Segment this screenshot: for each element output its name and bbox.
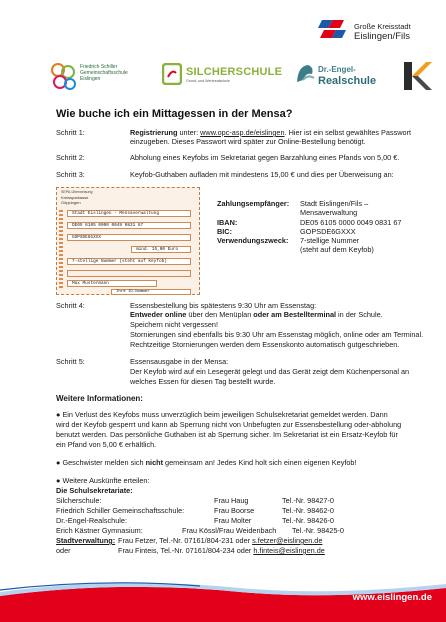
step4-line1: Essensbestellung bis spätestens 9:30 Uhr am Essenstag: [130, 301, 317, 310]
engel-name-1: Dr.-Engel- [318, 65, 356, 74]
contact-school: Dr.-Engel-Realschule: [56, 516, 127, 525]
step4-line3: Speichern nicht vergessen! [130, 320, 219, 329]
fsg-name-1: Friedrich Schiller [80, 64, 118, 70]
info-p1-line4: ein Pfand von 5,00 € erhältlich. [56, 440, 157, 449]
admin-line1 [118, 536, 322, 545]
silcher-mark-icon [162, 63, 182, 85]
fsg-name-3: Eislingen [80, 76, 101, 82]
form-bank [61, 196, 88, 205]
contact-tel: Tel.-Nr. 98426-0 [282, 516, 334, 525]
admin-line2 [118, 546, 325, 555]
purpose-label: Verwendungszweck: [217, 236, 289, 245]
admin-or: oder [56, 546, 71, 555]
bic-value: GOPSDE6GXXX [300, 227, 356, 236]
ekg-k-icon [402, 58, 432, 94]
step4-line2 [130, 310, 383, 319]
step5-line1: Essensausgabe in der Mensa: [130, 357, 229, 366]
info-p1-line2: wird der Keyfob gesperrt und kann ab Sperrung nicht von Unbefugten zur Essensbestellung oder-abholung [56, 420, 402, 429]
fsg-circles-icon [50, 62, 78, 92]
city-name [354, 22, 411, 42]
footer-url[interactable]: www.eislingen.de [352, 592, 432, 603]
contact-school: Silcherschule: [56, 496, 102, 505]
form-head: SEPA-Überweisung [61, 190, 93, 194]
form-amount: mind. 15,00 Euro [131, 246, 191, 253]
bullet-icon: ● [56, 476, 63, 485]
step3-text: Keyfob-Guthaben aufladen mit mindestens 15,00 € und dies per Überweisung an: [130, 170, 394, 179]
info-p3 [56, 476, 150, 485]
fsg-name [80, 64, 158, 82]
form-bank-2: Göppingen [61, 199, 81, 205]
form-bic: GOPSDE6GXXX [67, 234, 191, 241]
city-logo [318, 12, 438, 52]
step2-text: Abholung eines Keyfobs im Sekretariat gegen Barzahlung eines Pfands von 5,00 €. [130, 153, 400, 162]
info-heading: Weitere Informationen: [56, 394, 143, 403]
engel-name-2: Realschule [318, 75, 377, 87]
info-p2-post: gemeinsam an! Jedes Kind holt sich einen eigenen Keyfob! [163, 458, 357, 467]
step1-rest: . Hier ist ein selbst gewähltes Passwort [284, 128, 412, 137]
email-link-finteis[interactable]: h.finteis@eislingen.de [253, 546, 325, 555]
info-p1-text1: Ein Verlust des Keyfobs muss unverzüglich beim jeweiligen Schulsekretariat gemeldet werden. Dann [62, 410, 388, 419]
admin-line1-text: Frau Fetzer, Tel.-Nr. 07161/804-231 oder [118, 536, 253, 545]
email-link-fetzer[interactable]: s.fetzer@eislingen.de [252, 536, 323, 545]
info-p3-text: Weitere Auskünfte erteilen: [62, 476, 150, 485]
step4-line5: Rechtzeitige Stornierungen werden dem Essenskonto automatisch gutgeschrieben. [130, 340, 400, 349]
step1-line2: einzugeben. Dieses Passwort wird später zur Online-Bestellung benötigt. [130, 137, 366, 146]
step4-label: Schritt 4: [56, 301, 85, 310]
step5-line2: Der Keyfob wird auf ein Lesegerät gelegt und das Gerät zeigt dem Küchenpersonal an [130, 367, 410, 376]
step4-mid1: über den Menüplan [186, 310, 254, 319]
ekg-logo [402, 58, 432, 98]
form-side-bar [59, 210, 63, 290]
info-p1-line3: benutzt werden. Das persönliche Guthaben ist ab Sperrung sicher. Im Sekretariat ist ein Ersatz-Keyfob für [56, 430, 398, 439]
step3-label: Schritt 3: [56, 170, 85, 179]
fsg-logo [50, 58, 158, 98]
school-logos [50, 58, 440, 98]
contact-school: Friedrich Schiller Gemeinschaftsschule: [56, 506, 185, 515]
city-emblem-icon [318, 16, 348, 46]
step1-label: Schritt 1: [56, 128, 85, 137]
info-p1-line1 [56, 410, 388, 419]
form-iban: DE05 6105 0000 0049 0831 67 [67, 222, 191, 229]
contact-person: Frau Haug [214, 496, 249, 505]
contact-person: Frau Molter [214, 516, 252, 525]
contact-tel: Tel.-Nr. 98427-0 [282, 496, 334, 505]
engel-logo [294, 58, 394, 98]
iban-value: DE05 6105 0000 0049 0831 67 [300, 218, 402, 227]
contact-school: Erich Kästner Gymnasium: [56, 526, 143, 535]
recipient-label: Zahlungsempfänger: [217, 199, 290, 208]
purpose-value-2: (steht auf dem Keyfob) [300, 245, 374, 254]
registration-link[interactable]: www.opc-asp.de/eislingen [200, 128, 285, 137]
bullet-icon: ● [56, 410, 63, 419]
info-p2 [56, 458, 357, 467]
form-reference: 7-stellige Nummer (steht auf Keyfob) [67, 258, 191, 265]
info-p2-bold: nicht [145, 458, 164, 467]
secretariats-heading: Die Schulsekretariate: [56, 486, 133, 495]
page-title: Wie buche ich ein Mittagessen in der Mensa? [56, 108, 293, 120]
form-recipient: Stadt Eislingen - Mensaverwaltung [67, 210, 191, 217]
silcher-logo [162, 58, 282, 98]
recipient-value-1: Stadt Eislingen/Fils – [300, 199, 369, 208]
step4-mid2: in der Schule. [336, 310, 383, 319]
form-bank-1: Kreissparkasse [61, 195, 89, 200]
step1-under: unter: [177, 128, 201, 137]
recipient-value-2: Mensaverwaltung [300, 208, 358, 217]
form-empty-row [67, 270, 191, 277]
purpose-value-1: 7-stellige Nummer [300, 236, 360, 245]
bic-label: BIC: [217, 227, 232, 236]
iban-label: IBAN: [217, 218, 238, 227]
step4-terminal: oder am Bestellterminal [253, 310, 337, 319]
form-name: Max Mustermann [67, 280, 157, 287]
admin-line2-text: Frau Finteis, Tel.-Nr. 07161/804-234 oder [118, 546, 254, 555]
step1-line1 [130, 128, 411, 137]
engel-mark-icon [294, 62, 316, 88]
info-p2-pre: Geschwister melden sich [62, 458, 146, 467]
silcher-sub: Grund- und Werkrealschule [186, 79, 230, 83]
step1-registration: Registrierung [130, 128, 178, 137]
contact-tel: Tel.-Nr. 98425-0 [292, 526, 344, 535]
step5-line3: welches Essen für diesen Tag bestellt wurde. [130, 377, 276, 386]
contact-person: Frau Boorse [214, 506, 255, 515]
city-line-2: Eislingen/Fils [354, 31, 410, 42]
step4-online: Entweder online [130, 310, 187, 319]
step4-line4: Stornierungen sind ebenfalls bis 9:30 Uhr am Essenstag möglich, online oder am Terminal. [130, 330, 424, 339]
silcher-name: SILCHERSCHULE [186, 66, 283, 78]
admin-label: Stadtverwaltung: [56, 536, 116, 545]
form-id: Ihre ID-Nummer [111, 289, 191, 295]
bullet-icon: ● [56, 458, 63, 467]
step5-label: Schritt 5: [56, 357, 85, 366]
transfer-form-image [56, 187, 200, 295]
fsg-name-2: Gemeinschaftsschule [80, 70, 128, 76]
contact-tel: Tel.-Nr. 98462-0 [282, 506, 334, 515]
city-line-1: Große Kreisstadt [354, 22, 411, 31]
contact-person: Frau Kössl/Frau Weidenbach [182, 526, 277, 535]
step2-label: Schritt 2: [56, 153, 85, 162]
